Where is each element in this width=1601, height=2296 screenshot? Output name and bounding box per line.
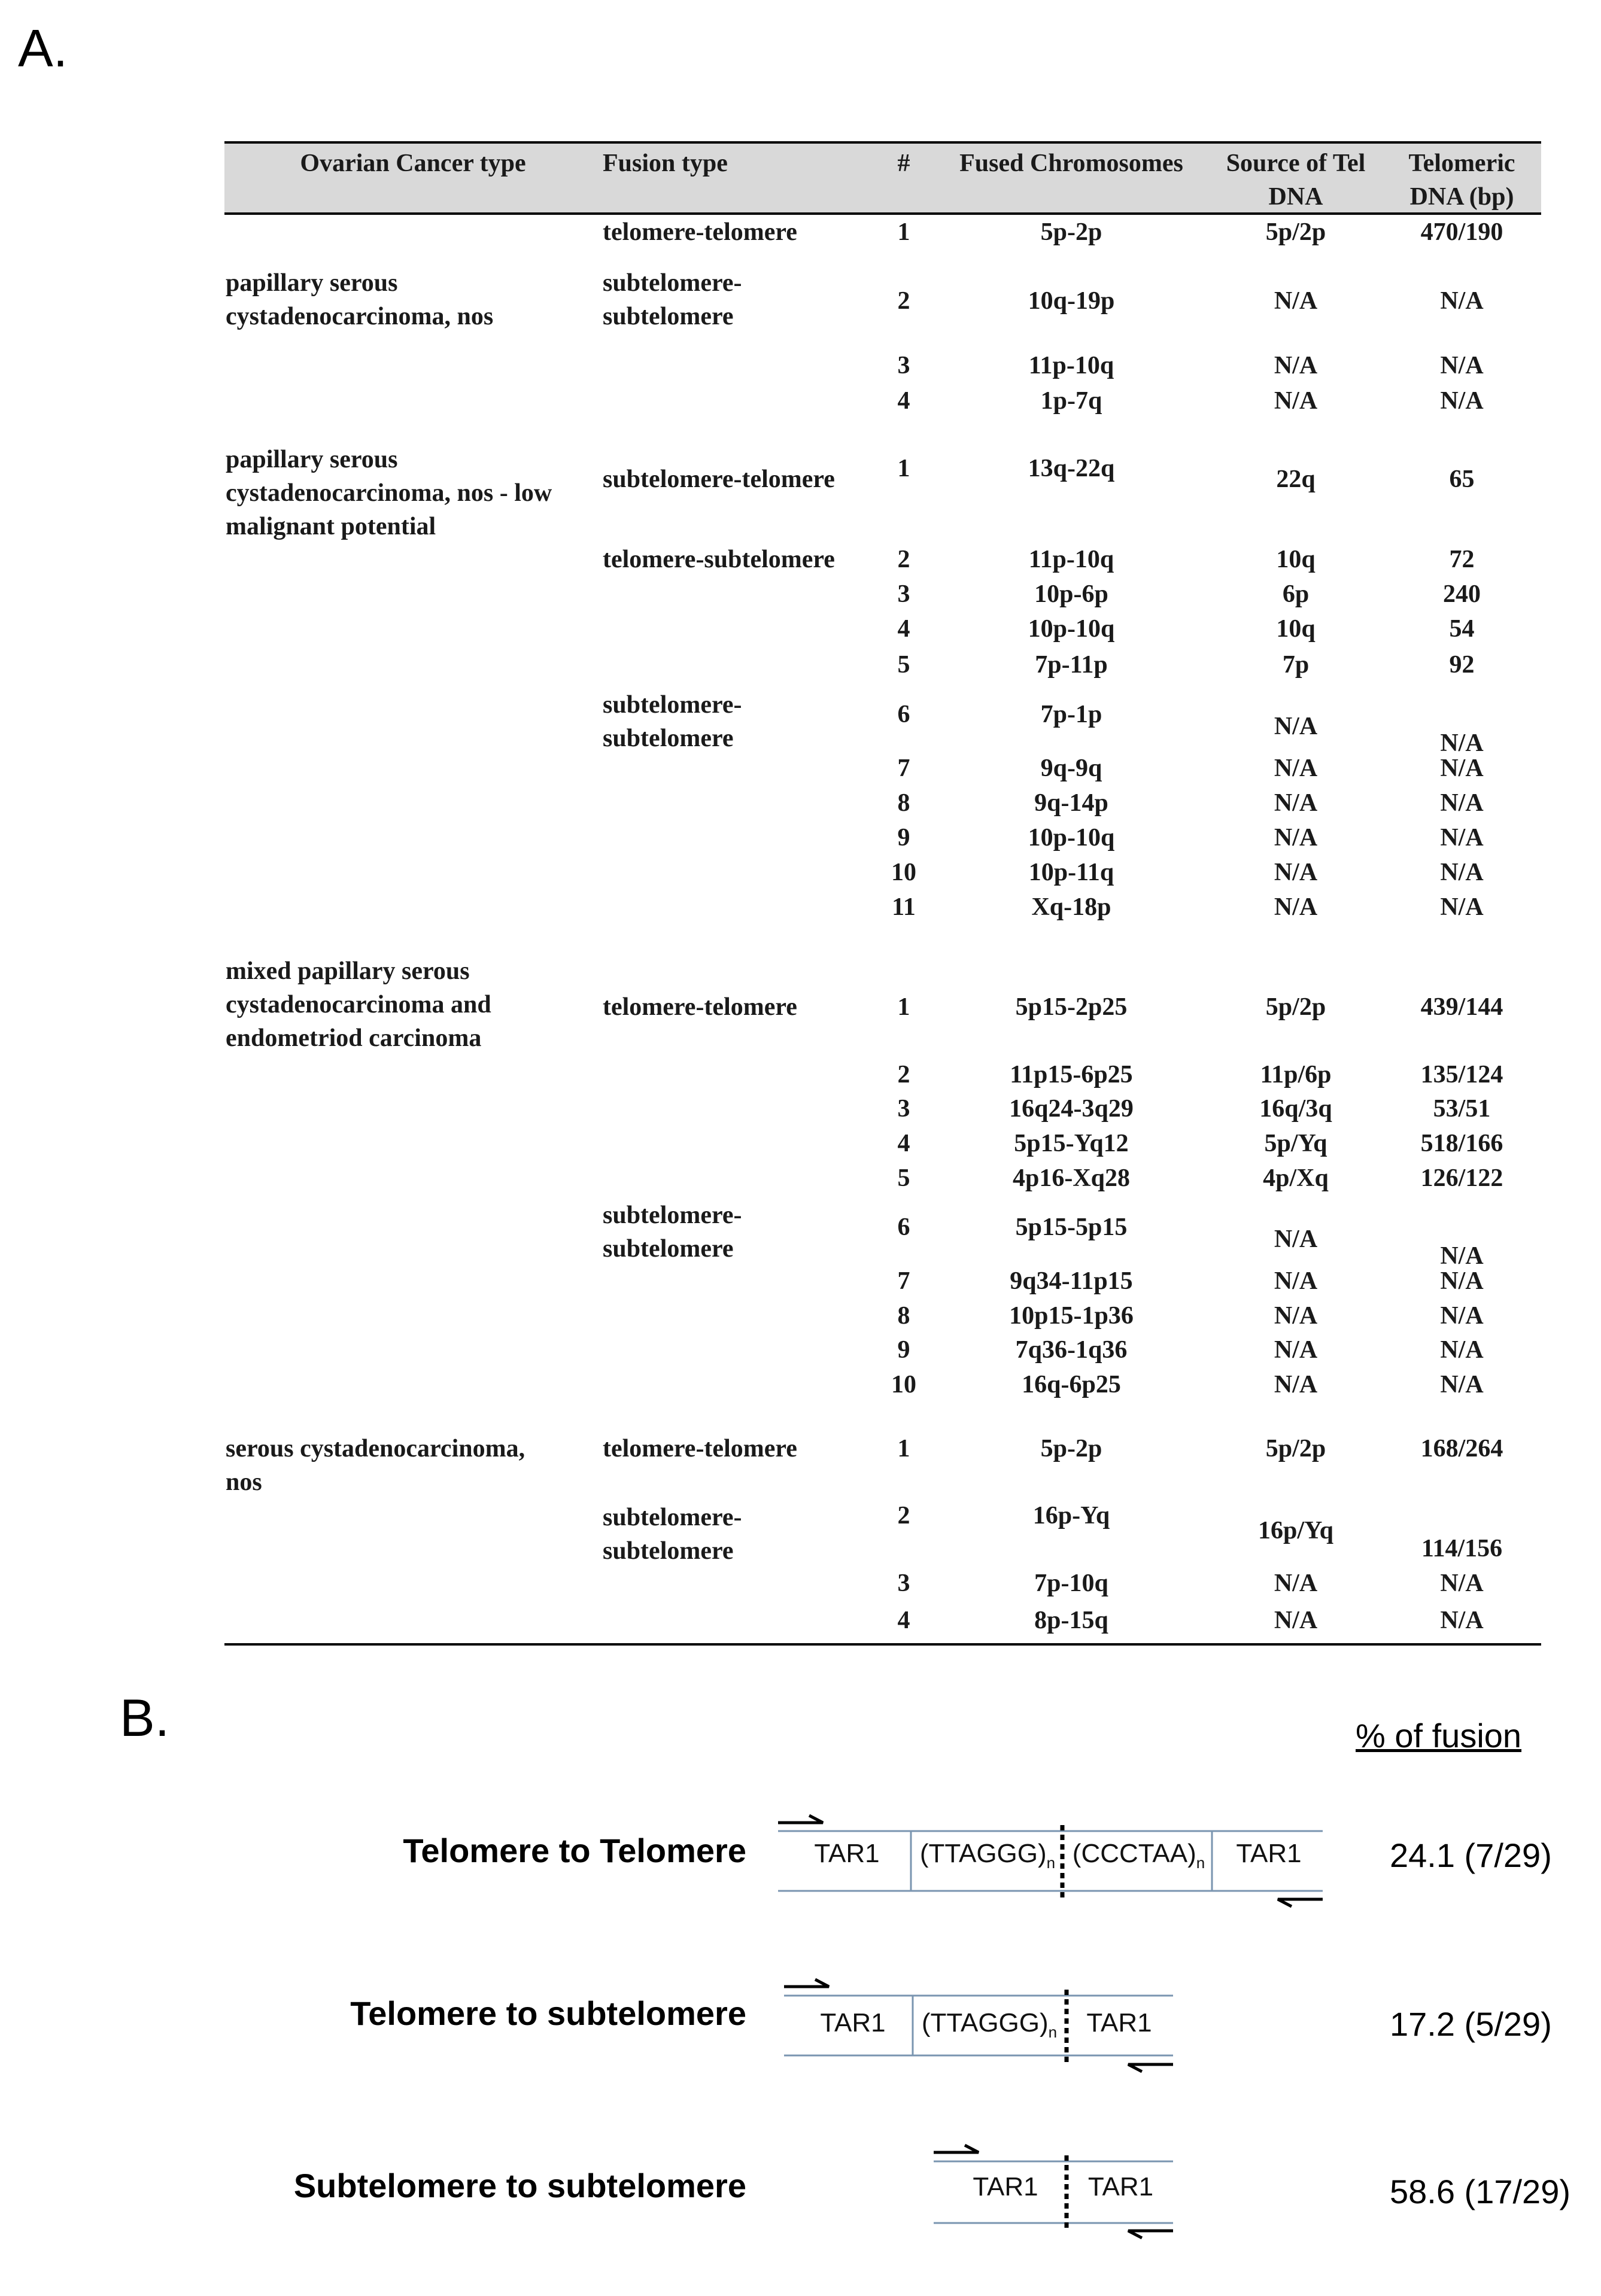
row-source-of-tel-dna: N/A	[1274, 1336, 1318, 1364]
row-fused-chromosomes: 1p-7q	[1040, 387, 1102, 415]
row-source-of-tel-dna: N/A	[1274, 824, 1318, 852]
row-source-of-tel-dna: 16p/Yq	[1257, 1517, 1334, 1544]
fusion-type-7: subtelomere- subtelomere	[603, 1202, 742, 1263]
row-fused-chromosomes: 5p-2p	[1040, 1435, 1102, 1462]
row-fused-chromosomes: Xq-18p	[1031, 893, 1111, 921]
row-number: 4	[897, 387, 910, 415]
row-telomeric-dna: 65	[1449, 466, 1475, 493]
row-number: 7	[897, 755, 910, 782]
row-source-of-tel-dna: 22q	[1276, 466, 1316, 493]
row-fused-chromosomes: 11p-10q	[1028, 546, 1114, 573]
row-number: 1	[897, 1435, 910, 1462]
row-telomeric-dna: N/A	[1440, 755, 1484, 782]
row-source-of-tel-dna: N/A	[1274, 713, 1318, 740]
tt-segment-tar1-left: TAR1	[814, 1839, 880, 1868]
ts-segment-tar1-left: TAR1	[820, 2008, 886, 2037]
row-telomeric-dna: 54	[1449, 615, 1475, 643]
row-number: 4	[897, 615, 910, 643]
row-fused-chromosomes: 16q-6p25	[1022, 1371, 1121, 1398]
row-fused-chromosomes: 5p15-2p25	[1015, 993, 1128, 1021]
ts-segment-ttaggg: $(TTAGGG)_n$	[921, 2008, 1058, 2041]
row-source-of-tel-dna: 6p	[1282, 580, 1310, 608]
row-telomeric-dna: 135/124	[1420, 1061, 1503, 1088]
row-fused-chromosomes: 10q-19p	[1028, 287, 1115, 315]
ss-percent: 58.6 (17/29)	[1390, 2173, 1570, 2210]
row-telomeric-dna: N/A	[1440, 1371, 1484, 1398]
row-source-of-tel-dna: 5p/2p	[1265, 218, 1326, 246]
row-telomeric-dna: N/A	[1440, 824, 1484, 852]
fusion-label-subtelomere-subtelomere: Subtelomere to subtelomere	[293, 2167, 746, 2204]
row-fused-chromosomes: 10p-10q	[1028, 824, 1115, 852]
ts-percent: 17.2 (5/29)	[1390, 2005, 1552, 2043]
row-telomeric-dna: N/A	[1440, 1570, 1484, 1597]
row-fused-chromosomes: 8p-15q	[1034, 1607, 1108, 1634]
row-number: 10	[891, 859, 916, 886]
row-fused-chromosomes: 11p-10q	[1028, 352, 1114, 379]
row-fused-chromosomes: 16p-Yq	[1032, 1502, 1110, 1529]
row-fused-chromosomes: 7p-1p	[1040, 701, 1102, 728]
row-source-of-tel-dna: N/A	[1274, 1570, 1318, 1597]
row-number: 10	[891, 1371, 916, 1398]
row-source-of-tel-dna: N/A	[1274, 387, 1318, 415]
row-number: 5	[897, 651, 910, 679]
table-top-rule	[224, 141, 1541, 144]
row-number: 8	[897, 1302, 910, 1330]
row-telomeric-dna: 72	[1449, 546, 1475, 573]
row-telomeric-dna: N/A	[1440, 1302, 1484, 1330]
cancer-type-1: papillary serous cystadenocarcinoma, nos	[226, 269, 494, 330]
row-number: 6	[897, 701, 910, 728]
row-source-of-tel-dna: 5p/Yq	[1264, 1130, 1327, 1157]
row-source-of-tel-dna: 4p/Xq	[1263, 1164, 1329, 1192]
row-source-of-tel-dna: N/A	[1274, 859, 1318, 886]
row-telomeric-dna: N/A	[1440, 287, 1484, 315]
header-source-line2: DNA	[1268, 183, 1323, 211]
cancer-type-3: mixed papillary serous cystadenocarcinoma and endometriod carcinoma	[226, 957, 491, 1052]
row-fused-chromosomes: 10p-10q	[1028, 615, 1115, 643]
fusion-label-telomere-subtelomere: Telomere to subtelomere	[350, 1994, 746, 2032]
row-number: 3	[897, 352, 910, 379]
row-telomeric-dna: 168/264	[1420, 1435, 1503, 1462]
header-cancer-type: Ovarian Cancer type	[300, 150, 526, 177]
fusion-type-5: subtelomere- subtelomere	[603, 691, 742, 752]
row-fused-chromosomes: 5p-2p	[1040, 218, 1102, 246]
table-bottom-rule	[224, 1643, 1541, 1646]
row-number: 2	[897, 287, 910, 315]
fusion-type-2: subtelomere- subtelomere	[603, 269, 742, 330]
row-source-of-tel-dna: 10q	[1276, 546, 1316, 573]
header-number: #	[897, 150, 910, 177]
cancer-type-4: serous cystadenocarcinoma, nos	[226, 1435, 525, 1496]
row-source-of-tel-dna: 10q	[1276, 615, 1316, 643]
row-telomeric-dna: 439/144	[1420, 993, 1503, 1021]
row-telomeric-dna: 92	[1449, 651, 1475, 679]
row-source-of-tel-dna: N/A	[1274, 1267, 1318, 1295]
percent-of-fusion-header: % of fusion	[1356, 1717, 1522, 1754]
tt-segment-ttaggg: $(TTAGGG)_n$	[919, 1839, 1056, 1872]
row-number: 1	[897, 218, 910, 246]
header-fused-chromosomes: Fused Chromosomes	[959, 150, 1183, 177]
row-telomeric-dna: 126/122	[1420, 1164, 1503, 1192]
row-number: 5	[897, 1164, 910, 1192]
fusion-type-3: subtelomere-telomere	[603, 466, 835, 493]
row-telomeric-dna: 470/190	[1420, 218, 1503, 246]
tt-segment-ccctaa: $(CCCTAA)_n$	[1072, 1839, 1205, 1872]
row-source-of-tel-dna: N/A	[1274, 352, 1318, 379]
fusion-type-8: telomere-telomere	[603, 1435, 797, 1462]
row-number: 2	[897, 1502, 910, 1529]
row-fused-chromosomes: 5p15-5p15	[1015, 1214, 1128, 1241]
row-number: 2	[897, 1061, 910, 1088]
row-number: 4	[897, 1607, 910, 1634]
row-number: 9	[897, 824, 910, 852]
row-number: 11	[892, 893, 916, 921]
row-source-of-tel-dna: N/A	[1274, 1371, 1318, 1398]
row-source-of-tel-dna: 5p/2p	[1265, 993, 1326, 1021]
row-source-of-tel-dna: N/A	[1274, 1225, 1318, 1253]
panel-a-label: A.	[18, 19, 68, 78]
row-source-of-tel-dna: 16q/3q	[1259, 1095, 1332, 1123]
header-source-line1: Source of Tel	[1226, 150, 1366, 177]
row-fused-chromosomes: 5p15-Yq12	[1014, 1130, 1129, 1157]
header-fusion-type: Fusion type	[603, 150, 728, 177]
row-fused-chromosomes: 9q34-11p15	[1010, 1267, 1133, 1295]
row-telomeric-dna: 53/51	[1433, 1095, 1491, 1123]
row-telomeric-dna: 518/166	[1420, 1130, 1503, 1157]
row-telomeric-dna: N/A	[1440, 387, 1484, 415]
row-fused-chromosomes: 7p-10q	[1034, 1570, 1108, 1597]
row-telomeric-dna: N/A	[1440, 1242, 1484, 1270]
row-source-of-tel-dna: 5p/2p	[1265, 1435, 1326, 1462]
row-fused-chromosomes: 10p15-1p36	[1009, 1302, 1134, 1330]
row-fused-chromosomes: 13q-22q	[1028, 455, 1115, 482]
tt-percent: 24.1 (7/29)	[1390, 1836, 1552, 1874]
ts-segment-tar1-right: TAR1	[1086, 2008, 1152, 2037]
row-telomeric-dna: 114/156	[1421, 1535, 1503, 1562]
row-fused-chromosomes: 7q36-1q36	[1015, 1336, 1128, 1364]
row-number: 8	[897, 789, 910, 817]
row-telomeric-dna: N/A	[1440, 1336, 1484, 1364]
ss-segment-tar1-left: TAR1	[973, 2172, 1038, 2201]
row-source-of-tel-dna: N/A	[1274, 755, 1318, 782]
row-source-of-tel-dna: N/A	[1274, 1607, 1318, 1634]
row-number: 1	[897, 455, 910, 482]
row-fused-chromosomes: 4p16-Xq28	[1012, 1164, 1131, 1192]
fusion-type-6: telomere-telomere	[603, 993, 797, 1021]
fusion-type-4: telomere-subtelomere	[603, 546, 835, 573]
cancer-type-2: papillary serous cystadenocarcinoma, nos - low malignant potential	[226, 446, 552, 540]
row-telomeric-dna: N/A	[1440, 789, 1484, 817]
row-number: 1	[897, 993, 910, 1021]
row-number: 7	[897, 1267, 910, 1295]
row-number: 2	[897, 546, 910, 573]
row-fused-chromosomes: 9q-14p	[1034, 789, 1108, 817]
row-telomeric-dna: N/A	[1440, 352, 1484, 379]
row-number: 9	[897, 1336, 910, 1364]
row-source-of-tel-dna: 11p/6p	[1260, 1061, 1332, 1088]
row-number: 3	[897, 1570, 910, 1597]
ss-segment-tar1-right: TAR1	[1087, 2172, 1154, 2201]
tt-segment-tar1-right: TAR1	[1236, 1839, 1302, 1868]
header-telomeric-line2: DNA (bp)	[1409, 183, 1514, 211]
fusion-type-9: subtelomere- subtelomere	[603, 1504, 742, 1565]
row-source-of-tel-dna: N/A	[1274, 789, 1318, 817]
row-fused-chromosomes: 9q-9q	[1040, 755, 1102, 782]
row-source-of-tel-dna: N/A	[1274, 893, 1318, 921]
row-telomeric-dna: N/A	[1440, 729, 1484, 757]
row-fused-chromosomes: 10p-6p	[1034, 580, 1108, 608]
row-telomeric-dna: N/A	[1440, 1607, 1484, 1634]
row-source-of-tel-dna: N/A	[1274, 1302, 1318, 1330]
row-number: 3	[897, 580, 910, 608]
row-fused-chromosomes: 11p15-6p25	[1010, 1061, 1133, 1088]
row-telomeric-dna: N/A	[1440, 1267, 1484, 1295]
row-fused-chromosomes: 7p-11p	[1035, 651, 1108, 679]
row-telomeric-dna: 240	[1443, 580, 1481, 608]
row-telomeric-dna: N/A	[1440, 893, 1484, 921]
row-source-of-tel-dna: N/A	[1274, 287, 1318, 315]
fusion-label-telomere-telomere: Telomere to Telomere	[403, 1832, 746, 1869]
row-number: 3	[897, 1095, 910, 1123]
row-fused-chromosomes: 10p-11q	[1028, 859, 1114, 886]
panel-b-label: B.	[120, 1688, 170, 1747]
row-number: 4	[897, 1130, 910, 1157]
row-telomeric-dna: N/A	[1440, 859, 1484, 886]
row-source-of-tel-dna: 7p	[1282, 651, 1310, 679]
fusion-type-1: telomere-telomere	[603, 218, 797, 246]
row-fused-chromosomes: 16q24-3q29	[1009, 1095, 1134, 1123]
row-number: 6	[897, 1214, 910, 1241]
header-telomeric-line1: Telomeric	[1408, 150, 1515, 177]
